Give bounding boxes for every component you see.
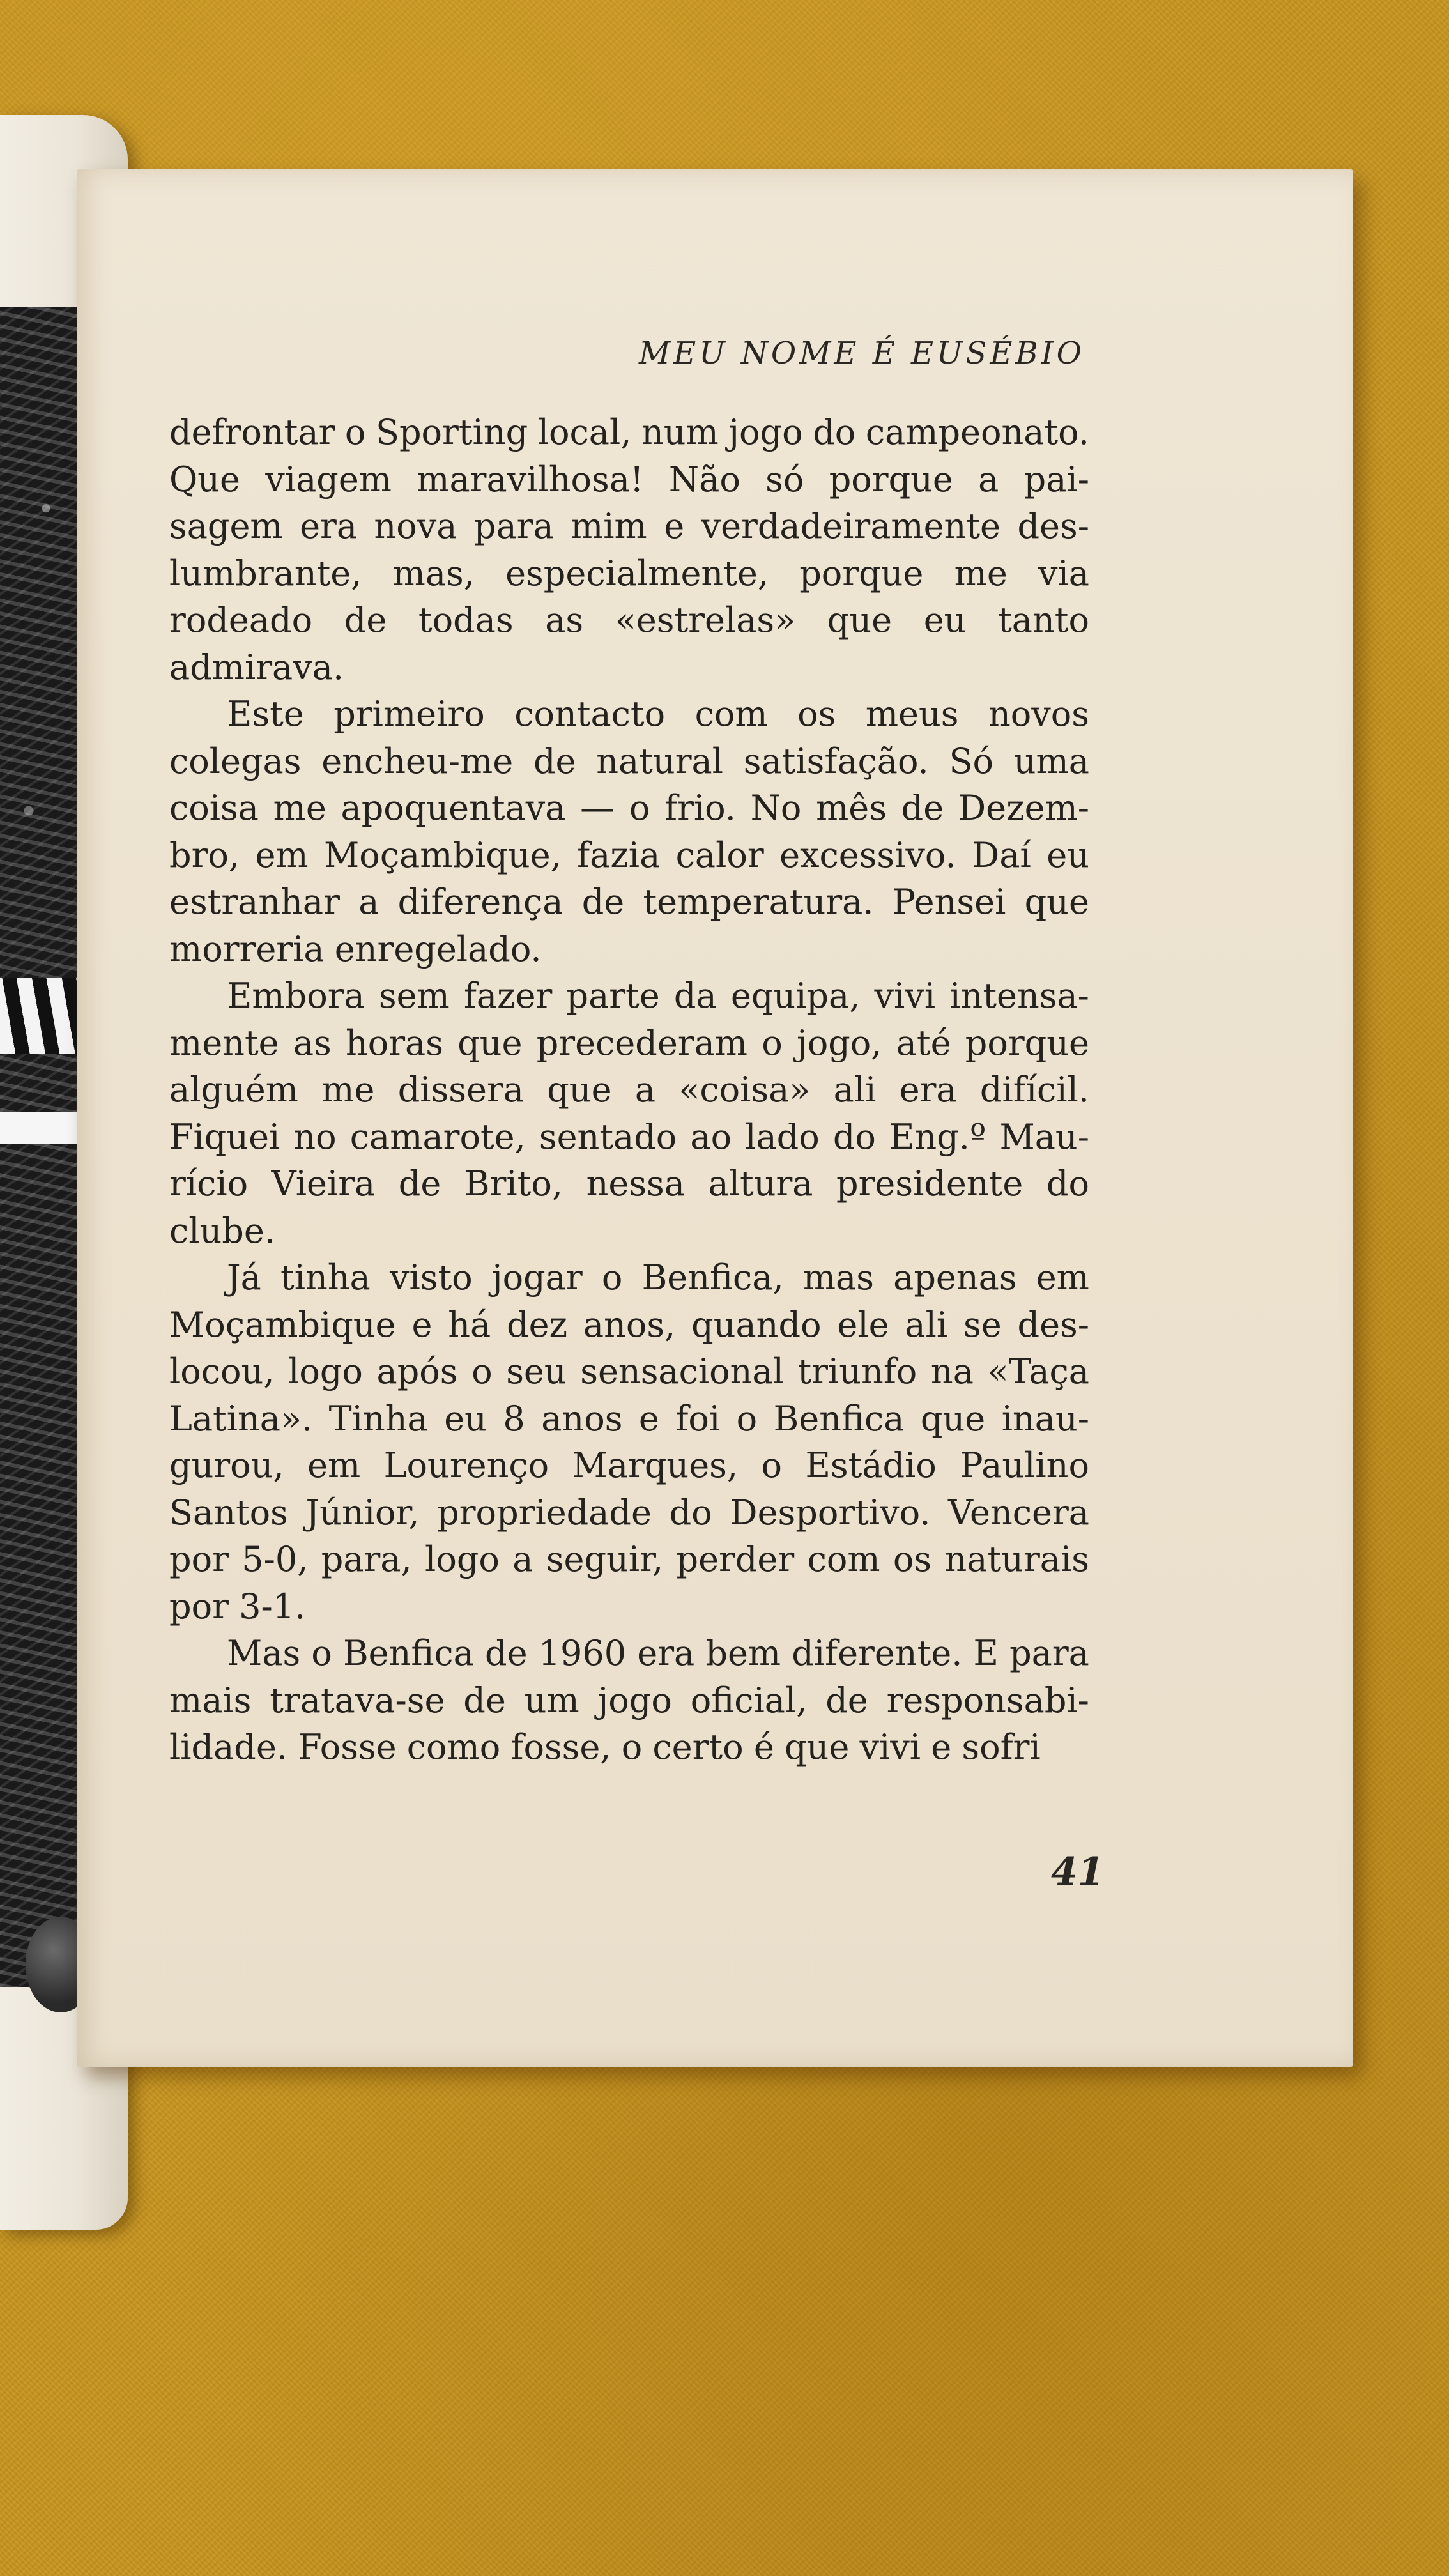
word: coisa: [169, 788, 259, 828]
word: tanto: [998, 600, 1089, 640]
word: e: [638, 1398, 659, 1439]
word: satisfação.: [743, 740, 929, 781]
word: de: [901, 788, 944, 828]
word: era: [899, 1070, 957, 1110]
word: rodeado: [169, 600, 313, 640]
word: local,: [537, 412, 632, 452]
word: mês: [816, 788, 887, 828]
text-line: [169, 1442, 1089, 1489]
text-line: [169, 503, 1089, 550]
word: eu: [444, 1398, 487, 1439]
word: com: [807, 1539, 880, 1579]
word: alguém: [169, 1070, 298, 1110]
word: Não: [668, 459, 740, 500]
word: para,: [321, 1539, 412, 1579]
word: ao: [690, 1116, 732, 1157]
word: Marques,: [572, 1445, 739, 1485]
word: porque: [799, 553, 924, 594]
word: via: [1038, 553, 1089, 594]
word: o: [736, 1398, 758, 1439]
word: ele: [837, 1304, 889, 1345]
word: Latina».: [169, 1398, 313, 1439]
word: visto: [389, 1257, 473, 1298]
word: diferente.: [792, 1633, 963, 1673]
word: Só: [949, 740, 993, 781]
text-line: [169, 878, 1089, 926]
word: Benfica: [773, 1398, 905, 1439]
word: a: [978, 459, 999, 500]
word: os: [797, 694, 836, 734]
word: anos: [541, 1398, 623, 1439]
word: o: [344, 412, 366, 452]
word: Que: [169, 459, 241, 500]
word: sem: [378, 976, 450, 1016]
word: verdadeiramente: [701, 506, 1001, 546]
word: des-: [1017, 506, 1089, 546]
word: equipa,: [730, 976, 861, 1016]
word: de: [581, 882, 625, 922]
text-line: [169, 1583, 1089, 1630]
word: um: [524, 1680, 579, 1721]
word: camarote,: [349, 1116, 526, 1157]
word: seu: [506, 1351, 567, 1392]
word: Desportivo.: [730, 1492, 931, 1533]
word: do: [1046, 1163, 1089, 1204]
word: fazia: [577, 834, 661, 875]
word: num: [641, 412, 719, 452]
text-line: [169, 456, 1089, 503]
word: novos: [988, 694, 1089, 734]
word: Mas: [227, 1633, 301, 1673]
word: «estrelas»: [615, 600, 796, 640]
word: estranhar: [169, 882, 340, 922]
word: logo: [288, 1351, 363, 1392]
word: eu: [923, 600, 967, 640]
word: o: [761, 1445, 782, 1485]
text-line: [169, 1677, 1089, 1724]
word: «coisa»: [678, 1070, 811, 1110]
word: Benfica,: [641, 1257, 784, 1298]
word: apoquentava: [341, 788, 566, 828]
word: era: [300, 506, 358, 546]
word: naturais: [944, 1539, 1089, 1579]
word: até: [896, 1022, 951, 1063]
word: o: [629, 788, 650, 828]
word: rício: [169, 1163, 249, 1204]
word: o: [311, 1633, 332, 1673]
word: triunfo: [797, 1351, 917, 1392]
paragraph: [169, 1254, 1089, 1630]
word: Este: [227, 694, 304, 734]
word: de: [485, 1633, 528, 1673]
word: certo: [652, 1727, 744, 1767]
word: vivi: [874, 976, 936, 1016]
word: natural: [596, 740, 723, 781]
word: dez: [507, 1304, 568, 1345]
word: ali: [905, 1304, 948, 1345]
word: mas: [802, 1257, 874, 1298]
word: contacto: [514, 694, 666, 734]
word: mais: [169, 1680, 252, 1721]
word: Moçambique: [169, 1304, 396, 1345]
word: mente: [169, 1022, 279, 1063]
text-line: [169, 1630, 1089, 1677]
word: Fosse: [298, 1727, 397, 1767]
word: Vieira: [271, 1163, 376, 1204]
text-line: [169, 691, 1089, 738]
text-line: [169, 1489, 1089, 1537]
page-number: 41: [1051, 1850, 1105, 1894]
word: altura: [708, 1163, 813, 1204]
word: nova: [374, 506, 457, 546]
word: em: [307, 1445, 361, 1485]
word: especialmente,: [505, 553, 769, 594]
word: jogar: [491, 1257, 583, 1298]
paragraph: [169, 1630, 1089, 1771]
paragraph: [169, 691, 1089, 972]
word: que: [457, 1022, 523, 1063]
text-line: [169, 972, 1089, 1020]
word: presidente: [836, 1163, 1023, 1204]
word: seguir,: [546, 1539, 664, 1579]
word: com: [694, 694, 768, 734]
word: calor: [675, 834, 764, 875]
word: de: [533, 740, 576, 781]
text-line: [169, 644, 1089, 691]
word: nessa: [586, 1163, 685, 1204]
word: 8: [503, 1398, 525, 1439]
word: em: [255, 834, 309, 875]
word: Vencera: [947, 1492, 1089, 1533]
text-line: [169, 1395, 1089, 1443]
word: Já: [227, 1257, 261, 1298]
word: admirava.: [169, 647, 344, 687]
word: horas: [345, 1022, 443, 1063]
word: intensa-: [949, 976, 1089, 1016]
word: do: [669, 1492, 712, 1533]
word: Pensei: [892, 882, 1006, 922]
word: me: [273, 788, 326, 828]
running-head: MEU NOME É EUSÉBIO: [639, 335, 1085, 371]
word: bro,: [169, 834, 240, 875]
word: lidade.: [169, 1727, 288, 1767]
word: há: [448, 1304, 491, 1345]
word: me: [954, 553, 1008, 594]
word: Sporting: [375, 412, 528, 452]
word: para: [1009, 1633, 1089, 1673]
word: de: [398, 1163, 441, 1204]
word: primeiro: [334, 694, 485, 734]
word: os: [893, 1539, 932, 1579]
word: parte: [566, 976, 660, 1016]
word: ali: [833, 1070, 877, 1110]
word: Brito,: [464, 1163, 564, 1204]
word: e: [411, 1304, 433, 1345]
word: Embora: [227, 976, 365, 1016]
word: lumbrante,: [169, 553, 362, 594]
word: campeonato.: [865, 412, 1089, 452]
word: por: [169, 1586, 229, 1627]
word: que: [1024, 882, 1089, 922]
word: 3-1.: [239, 1586, 306, 1627]
word: oficial,: [690, 1680, 808, 1721]
word: me: [321, 1070, 375, 1110]
word: inau-: [1001, 1398, 1089, 1439]
book-page: [77, 169, 1353, 2067]
word: só: [765, 459, 804, 500]
paragraph: [169, 409, 1089, 691]
word: responsabi-: [886, 1680, 1089, 1721]
word: mim: [571, 506, 647, 546]
word: do: [813, 412, 856, 452]
text-line: [169, 1301, 1089, 1349]
word: por: [169, 1539, 229, 1579]
word: após: [376, 1351, 458, 1392]
word: sagem: [169, 506, 283, 546]
text-line: [169, 832, 1089, 879]
word: as: [545, 600, 584, 640]
word: uma: [1013, 740, 1089, 781]
word: vivi: [859, 1727, 921, 1767]
word: Dezem-: [958, 788, 1089, 828]
word: na: [930, 1351, 974, 1392]
text-line: [169, 1254, 1089, 1301]
text-line: [169, 409, 1089, 456]
text-line: [169, 597, 1089, 644]
word: a: [358, 882, 379, 922]
word: de: [344, 600, 387, 640]
word: sensacional: [580, 1351, 784, 1392]
word: jogo: [728, 412, 803, 452]
word: excessivo.: [779, 834, 956, 875]
word: maravilhosa!: [417, 459, 644, 500]
word: que: [547, 1070, 612, 1110]
word: enregelado.: [334, 928, 542, 969]
word: no: [293, 1116, 337, 1157]
word: e: [931, 1727, 952, 1767]
word: difícil.: [979, 1070, 1089, 1110]
text-line: [169, 1066, 1089, 1114]
word: Júnior,: [305, 1492, 420, 1533]
word: Santos: [169, 1492, 288, 1533]
word: Fiquei: [169, 1116, 280, 1157]
word: tinha: [280, 1257, 371, 1298]
word: tratava-se: [270, 1680, 445, 1721]
word: propriedade: [437, 1492, 652, 1533]
word: sentado: [539, 1116, 677, 1157]
word: e: [664, 506, 685, 546]
word: jogo: [597, 1680, 672, 1721]
word: Daí: [972, 834, 1031, 875]
word: foi: [675, 1398, 721, 1439]
word: perder: [676, 1539, 795, 1579]
word: 1960: [538, 1633, 627, 1673]
word: frio.: [664, 788, 736, 828]
word: como: [406, 1727, 501, 1767]
word: mas,: [392, 553, 475, 594]
word: des-: [1017, 1304, 1089, 1345]
word: sofri: [962, 1727, 1041, 1767]
word: clube.: [169, 1210, 275, 1251]
text-line: [169, 926, 1089, 973]
word: era: [637, 1633, 695, 1673]
word: jogo,: [796, 1022, 882, 1063]
text-line: [169, 550, 1089, 597]
text-line: [169, 1208, 1089, 1255]
word: é: [753, 1727, 774, 1767]
word: o: [621, 1727, 643, 1767]
word: quando: [691, 1304, 822, 1345]
word: precederam: [536, 1022, 747, 1063]
word: Lourenço: [383, 1445, 549, 1485]
word: fazer: [463, 976, 553, 1016]
word: lado: [745, 1116, 820, 1157]
word: eu: [1046, 834, 1089, 875]
word: logo: [425, 1539, 500, 1579]
word: porque: [965, 1022, 1089, 1063]
word: para: [473, 506, 554, 546]
text-line: [169, 1114, 1089, 1161]
word: a: [634, 1070, 656, 1110]
word: bem: [705, 1633, 781, 1673]
text-line: [169, 1724, 1089, 1771]
text-line: [169, 738, 1089, 785]
word: colegas: [169, 740, 302, 781]
body-text: [169, 409, 1089, 1771]
word: meus: [865, 694, 959, 734]
word: anos,: [583, 1304, 676, 1345]
word: de: [825, 1680, 868, 1721]
word: todas: [418, 600, 514, 640]
word: Paulino: [960, 1445, 1089, 1485]
word: fosse,: [510, 1727, 611, 1767]
text-line: [169, 1348, 1089, 1395]
paragraph: [169, 972, 1089, 1254]
word: Estádio: [805, 1445, 937, 1485]
word: «Taça: [987, 1351, 1089, 1392]
word: encheu-me: [321, 740, 514, 781]
word: do: [832, 1116, 876, 1157]
word: que: [784, 1727, 850, 1767]
word: gurou,: [169, 1445, 284, 1485]
word: Tinha: [328, 1398, 428, 1439]
word: em: [1036, 1257, 1089, 1298]
word: o: [471, 1351, 493, 1392]
text-line: [169, 785, 1089, 832]
word: apenas: [893, 1257, 1017, 1298]
word: 5-0,: [241, 1539, 309, 1579]
word: Moçambique,: [324, 834, 562, 875]
word: dissera: [397, 1070, 524, 1110]
word: as: [293, 1022, 332, 1063]
word: da: [673, 976, 717, 1016]
text-line: [169, 1160, 1089, 1208]
word: defrontar: [169, 412, 335, 452]
word: locou,: [169, 1351, 275, 1392]
word: No: [750, 788, 802, 828]
word: E: [973, 1633, 999, 1673]
word: —: [580, 788, 615, 828]
text-line: [169, 1020, 1089, 1067]
word: a: [512, 1539, 533, 1579]
word: o: [601, 1257, 623, 1298]
word: Mau-: [999, 1116, 1089, 1157]
text-line: [169, 1536, 1089, 1583]
word: que: [920, 1398, 986, 1439]
word: pai-: [1023, 459, 1089, 500]
word: de: [463, 1680, 506, 1721]
word: temperatura.: [643, 882, 874, 922]
word: o: [762, 1022, 783, 1063]
word: viagem: [265, 459, 392, 500]
word: morreria: [169, 928, 325, 969]
word: porque: [829, 459, 953, 500]
word: que: [827, 600, 893, 640]
word: Benfica: [343, 1633, 474, 1673]
word: diferença: [397, 882, 564, 922]
word: Eng.º: [889, 1116, 986, 1157]
word: se: [963, 1304, 1002, 1345]
